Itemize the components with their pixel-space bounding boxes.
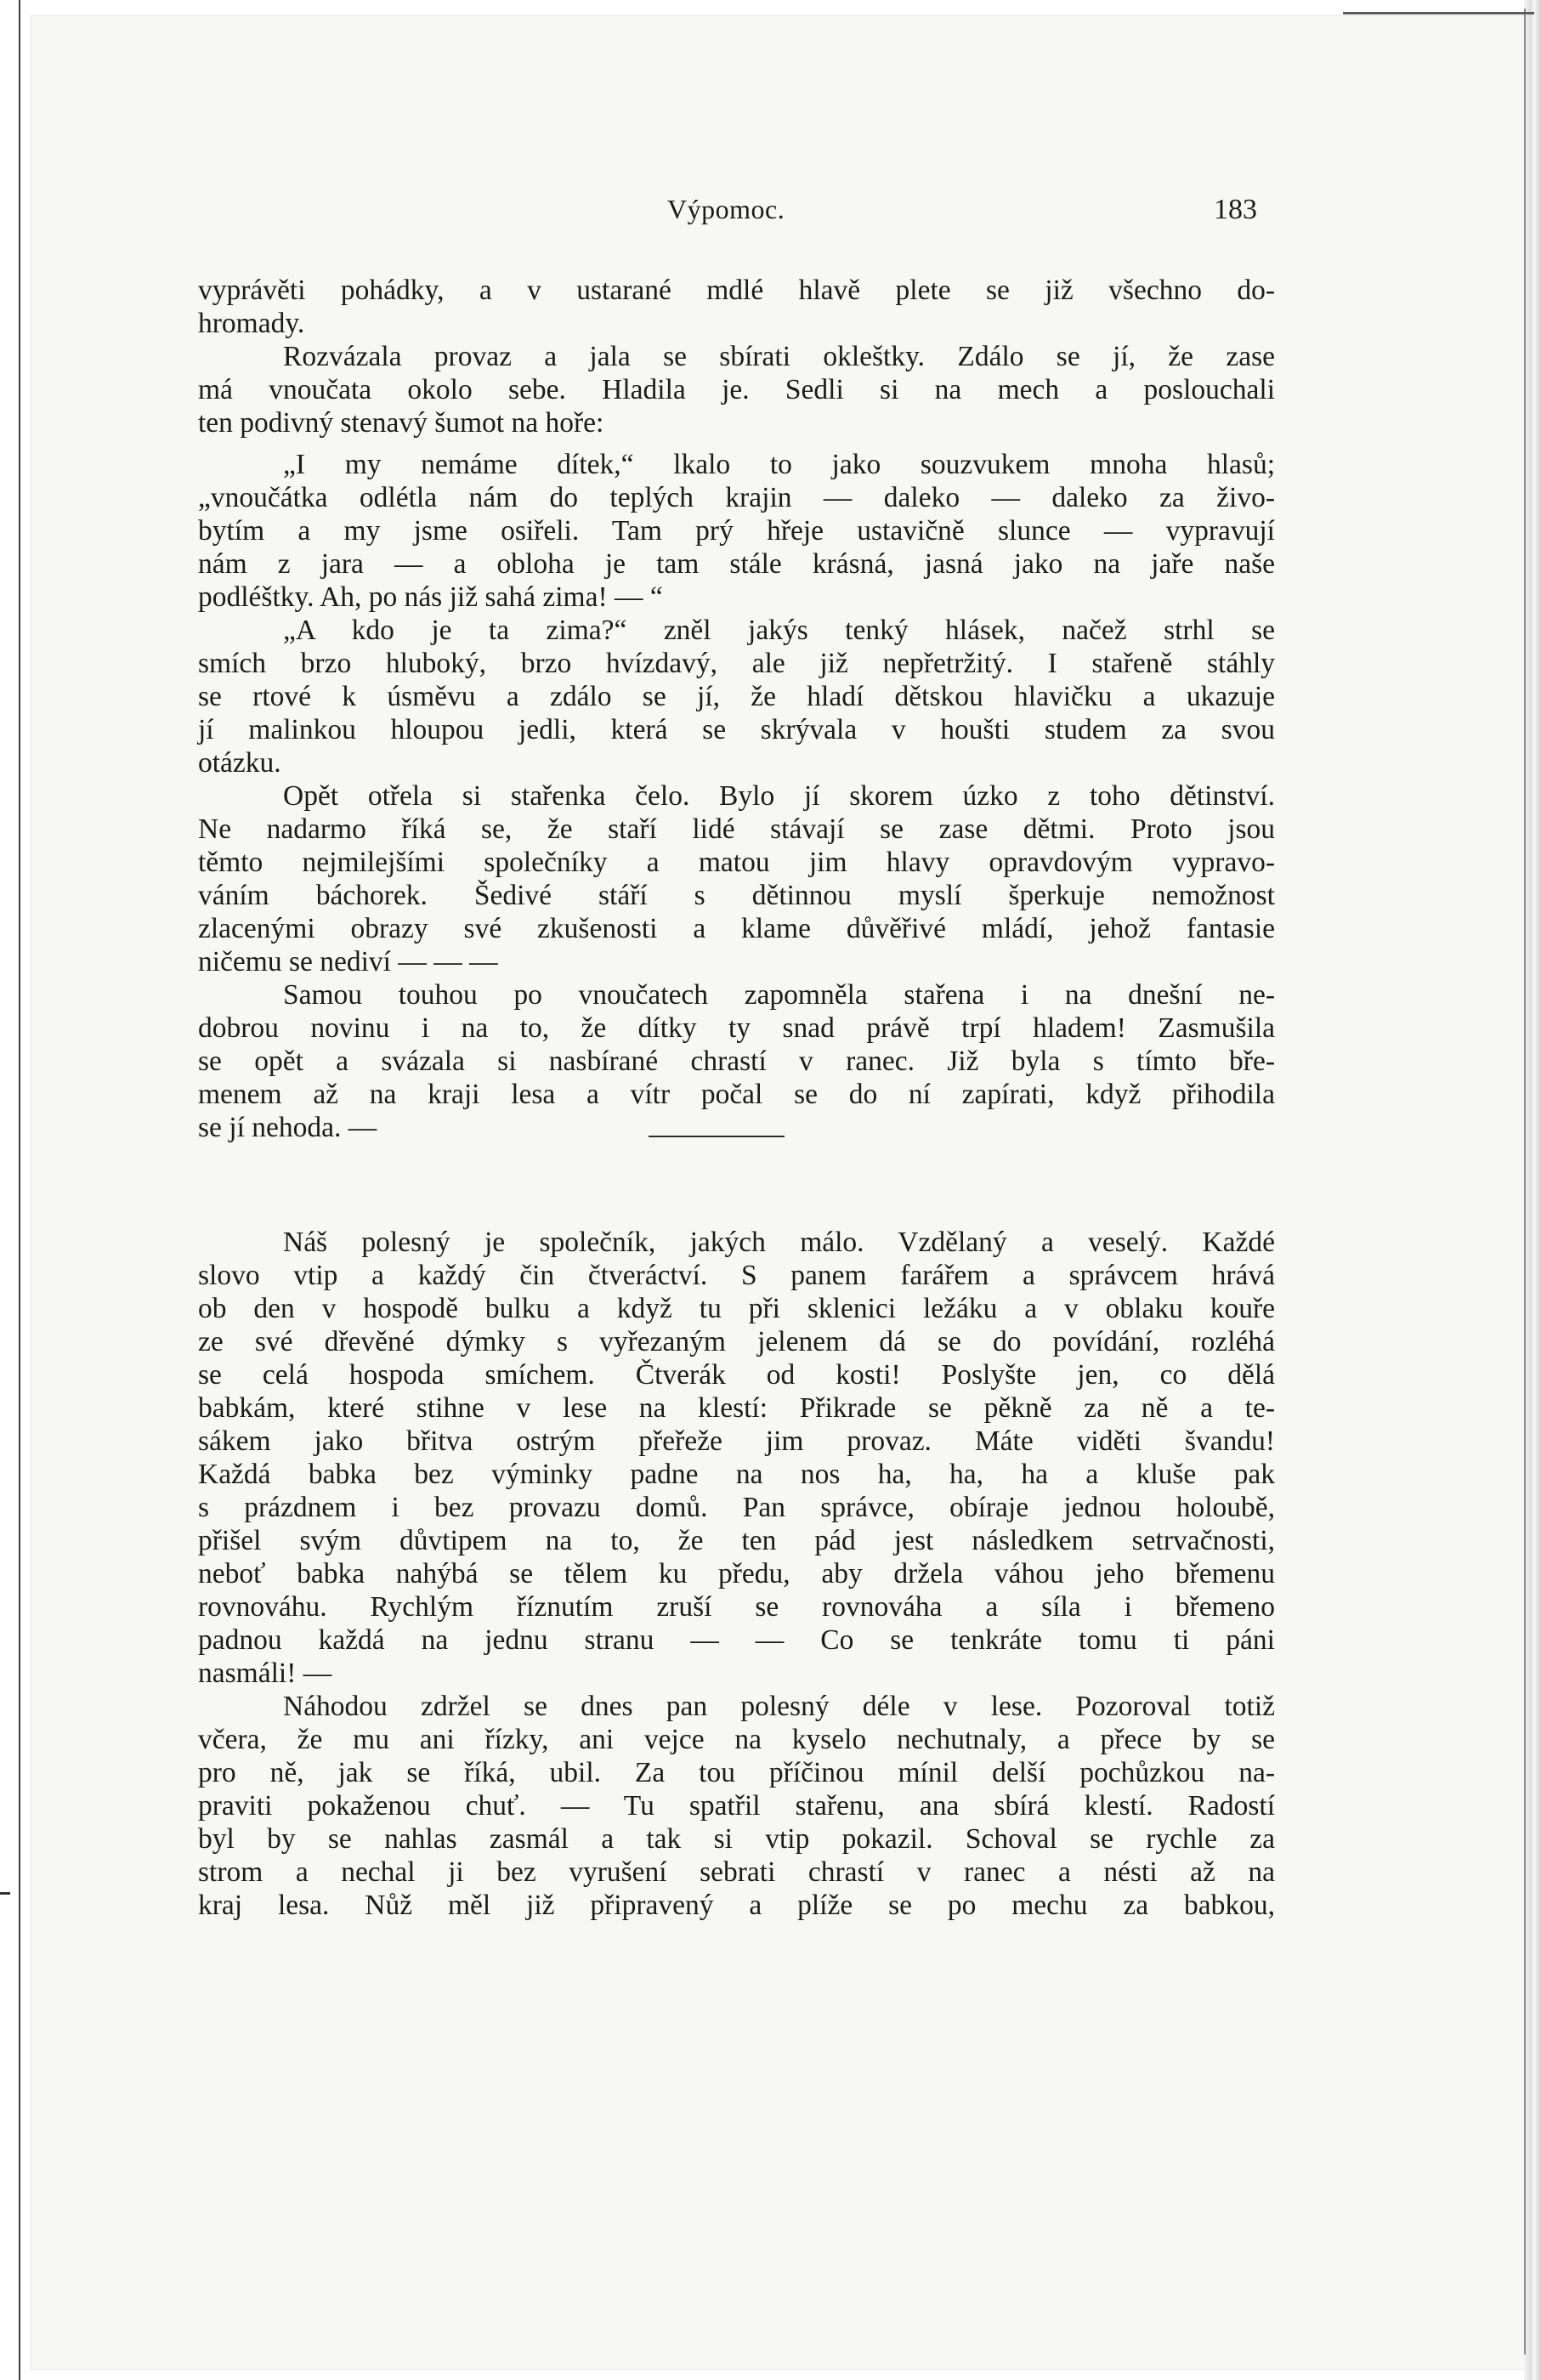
text-line: menem až na kraji lesa a vítr počal se do ní zapírati, když přihodila [198, 1079, 1275, 1110]
section-divider [649, 1136, 785, 1137]
text-line: smích brzo hluboký, brzo hvízdavý, ale již nepřetržitý. I stařeně stáhly [198, 648, 1275, 679]
text-line: Ne nadarmo říká se, že staří lidé stávají se zase dětmi. Proto jsou [198, 813, 1275, 845]
text-line: „I my nemáme dítek,“ lkalo to jako souzvukem mnoha hlasů; [283, 449, 1275, 480]
text-line: vyprávěti pohádky, a v ustarané mdlé hlavě plete se již všechno do- [198, 275, 1275, 306]
text-line: nám z jara — a obloha je tam stále krásná, jasná jako na jaře naše [198, 548, 1275, 580]
text-line: Náš polesný je společník, jakých málo. Vzdělaný a veselý. Každé [283, 1227, 1275, 1258]
text-line: má vnoučata okolo sebe. Hladila je. Sedli si na mech a poslouchali [198, 374, 1275, 405]
text-line: Samou touhou po vnoučatech zapomněla stařena i na dnešní ne- [283, 979, 1275, 1011]
running-head: Výpomoc. [667, 194, 785, 224]
page-number: 183 [1214, 194, 1257, 225]
text-line: slovo vtip a každý čin čtveráctví. S panem farářem a správcem hrává [198, 1260, 1275, 1291]
text-line: sákem jako břitva ostrým přeřeže jim provaz. Máte viděti švandu! [198, 1425, 1275, 1457]
text-line: ničemu se nediví — — — [198, 946, 498, 978]
text-line: „vnoučátka odlétla nám do teplých krajin — daleko — daleko za živo- [198, 482, 1275, 513]
section-gap [198, 1144, 1275, 1226]
text-line: se rtové k úsměvu a zdálo se jí, že hladí dětskou hlavičku a ukazuje [198, 681, 1275, 712]
text-line: neboť babka nahýbá se tělem ku předu, aby držela váhou jeho břemenu [198, 1558, 1275, 1590]
text-line: ob den v hospodě bulku a když tu při sklenici ležáku a v oblaku kouře [198, 1293, 1275, 1324]
text-line: se opět a svázala si nasbírané chrastí v ranec. Již byla s tímto bře- [198, 1046, 1275, 1077]
body-text [198, 274, 1275, 1922]
text-line: přišel svým důvtipem na to, že ten pád jest následkem setrvačnosti, [198, 1525, 1275, 1556]
text-line: Opět otřela si stařenka čelo. Bylo jí skorem úzko z toho dětinství. [283, 780, 1275, 812]
text-line: pro ně, jak se říká, ubil. Za tou příčinou mínil delší pochůzkou na- [198, 1757, 1275, 1788]
top-edge-line [1343, 12, 1534, 14]
text-line: hromady. [198, 308, 305, 339]
text-line: podléštky. Ah, po nás již sahá zima! — “ [198, 581, 663, 613]
text-line: Každá babka bez výminky padne na nos ha, ha, ha a kluše pak [198, 1459, 1275, 1490]
text-line: nasmáli! — [198, 1658, 332, 1689]
text-line: ten podivný stenavý šumot na hoře: [198, 407, 604, 439]
scan-left-edge [0, 0, 20, 2380]
text-line: váním báchorek. Šedivé stáří s dětinnou myslí šperkuje nemožnost [198, 880, 1275, 911]
text-line: byl by se nahlas zasmál a tak si vtip pokazil. Schoval se rychle za [198, 1823, 1275, 1855]
text-line: otázku. [198, 747, 281, 779]
margin-mark [0, 1892, 10, 1895]
text-line: padnou každá na jednu stranu — — Co se tenkráte tomu ti páni [198, 1624, 1275, 1656]
text-line: praviti pokaženou chuť. — Tu spatřil stařenu, ana sbírá klestí. Radostí [198, 1790, 1275, 1822]
text-line: zlacenými obrazy své zkušenosti a klame důvěřivé mládí, jehož fantasie [198, 913, 1275, 944]
text-line: kraj lesa. Nůž měl již připravený a plíže se po mechu za babkou, [198, 1890, 1275, 1921]
text-line: těmto nejmilejšími společníky a matou jim hlavy opravdovým vypravo- [198, 847, 1275, 878]
text-line: Rozvázala provaz a jala se sbírati okleštky. Zdálo se jí, že zase [283, 341, 1275, 372]
text-line: bytím a my jsme osiřeli. Tam prý hřeje ustavičně slunce — vypravují [198, 515, 1275, 547]
text-line: rovnováhu. Rychlým říznutím zruší se rovnováha a síla i břemeno [198, 1591, 1275, 1623]
text-line: strom a nechal ji bez vyrušení sebrati chrastí v ranec a nésti až na [198, 1856, 1275, 1888]
text-line: s prázdnem i bez provazu domů. Pan správce, obíraje jednou holoubě, [198, 1492, 1275, 1523]
text-line: „A kdo je ta zima?“ zněl jakýs tenký hlásek, načež strhl se [283, 615, 1275, 646]
text-line: se celá hospoda smíchem. Čtverák od kosti! Poslyšte jen, co dělá [198, 1359, 1275, 1391]
text-line: ze své dřevěné dýmky s vyřezaným jelenem dá se do povídání, rozléhá [198, 1326, 1275, 1357]
text-line [198, 1111, 1275, 1144]
text-line: Náhodou zdržel se dnes pan polesný déle v lese. Pozoroval totiž [283, 1691, 1275, 1722]
text-line: babkám, které stihne v lese na klestí: Přikrade se pěkně za ně a te- [198, 1392, 1275, 1424]
text-line: včera, že mu ani řízky, ani vejce na kyselo nechutnaly, a přece by se [198, 1724, 1275, 1755]
text-line: jí malinkou hloupou jedli, která se skrývala v houšti studem za svou [198, 714, 1275, 745]
text-line: dobrou novinu i na to, že dítky ty snad právě trpí hladem! Zasmušila [198, 1012, 1275, 1044]
text-line-content: se jí nehoda. — [198, 1112, 377, 1143]
page-stack-edge [1524, 0, 1541, 2380]
page-edge-line [1524, 8, 1526, 2354]
